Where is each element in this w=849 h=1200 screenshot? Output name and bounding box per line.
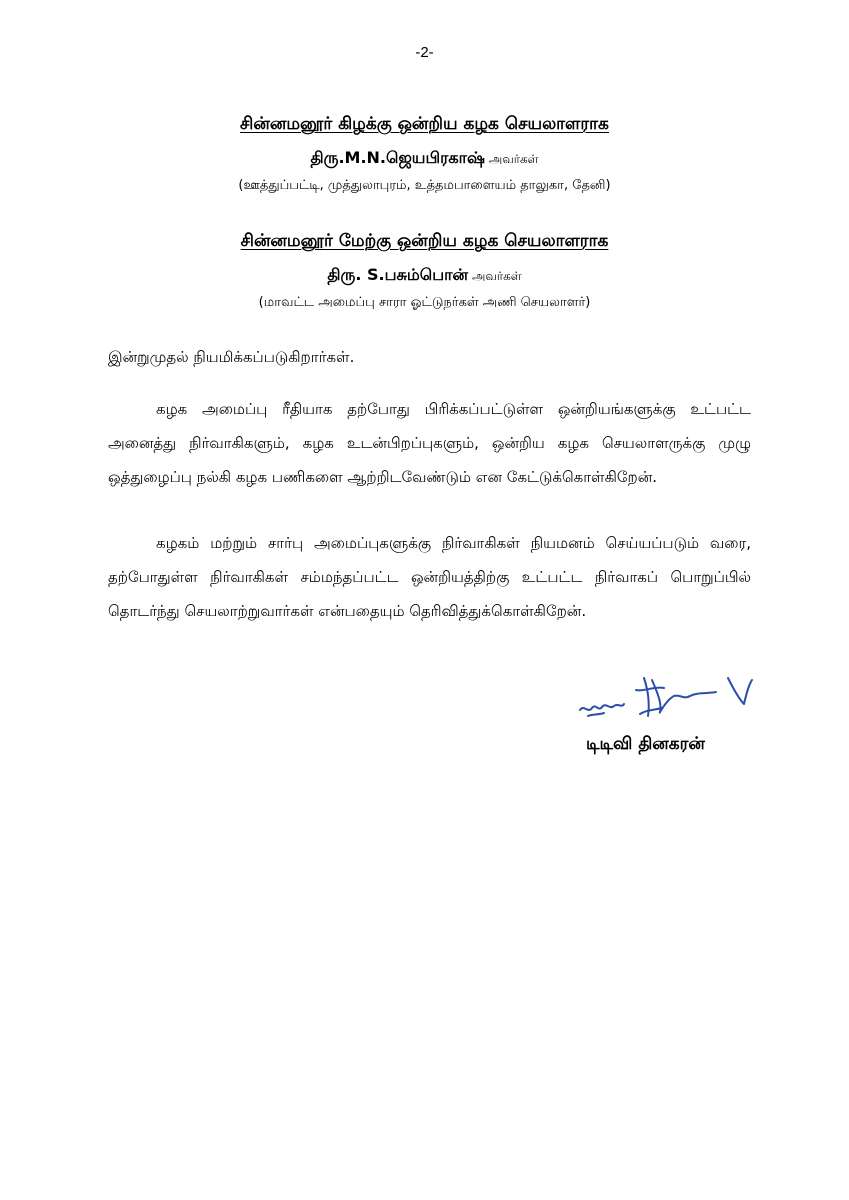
handwritten-signature bbox=[578, 670, 758, 730]
appointment-position-heading: சின்னமனூர் கிழக்கு ஒன்றிய கழக செயலாளராக bbox=[240, 114, 609, 134]
appointment-block-east bbox=[0, 114, 849, 194]
appointee-detail: (மாவட்ட அமைப்பு சாரா ஓட்டுநர்கள் அணி செயலாளர்) bbox=[258, 295, 591, 310]
appointee-honorific: அவர்கள் bbox=[488, 152, 539, 166]
appointment-position-heading: சின்னமனூர் மேற்கு ஒன்றிய கழக செயலாளராக bbox=[240, 231, 609, 251]
appointee-detail: (ஊத்துப்பட்டி, முத்துலாபுரம், உத்தமபாளையம் தாலுகா, தேனி) bbox=[238, 178, 611, 193]
body-paragraph-cooperation: கழக அமைப்பு ரீதியாக தற்போது பிரிக்கப்பட்டுள்ள ஒன்றியங்களுக்கு உட்பட்ட அனைத்து நிர்வாகிகளும், கழக உடன்பிறப்புகளும், ஒன்றிய கழக செயலாளருக்கு முழு ஒத்துழைப்பு நல்கி கழக பணிகளை ஆற்றிடவேண்டும் என கேட்டுக்கொள்கிறேன். bbox=[108, 400, 751, 486]
body-paragraph-continuation: கழகம் மற்றும் சார்பு அமைப்புகளுக்கு நிர்வாகிகள் நியமனம் செய்யப்படும் வரை, தற்போதுள்ள நிர்வாகிகள் சம்மந்தப்பட்ட ஒன்றியத்திற்கு உட்பட்ட நிர்வாகப் பொறுப்பில் தொடர்ந்து செயலாற்றுவார்கள் என்பதையும் தெரிவித்துக்கொள்கிறேன். bbox=[108, 534, 751, 620]
appointee-honorific: அவர்கள் bbox=[472, 269, 522, 283]
appointment-block-west bbox=[0, 231, 849, 311]
appointee-line bbox=[0, 265, 849, 286]
appointee-name: திரு. S.பசும்பொன் bbox=[327, 265, 469, 284]
page-number: -2- bbox=[415, 44, 434, 61]
appointee-name: திரு.M.N.ஜெயபிரகாஷ் bbox=[310, 148, 485, 167]
appointee-line bbox=[0, 148, 849, 169]
appointed-from-today-line: இன்றுமுதல் நியமிக்கப்படுகிறார்கள். bbox=[108, 348, 355, 366]
signatory-name: டிடிவி தினகரன் bbox=[586, 734, 705, 754]
